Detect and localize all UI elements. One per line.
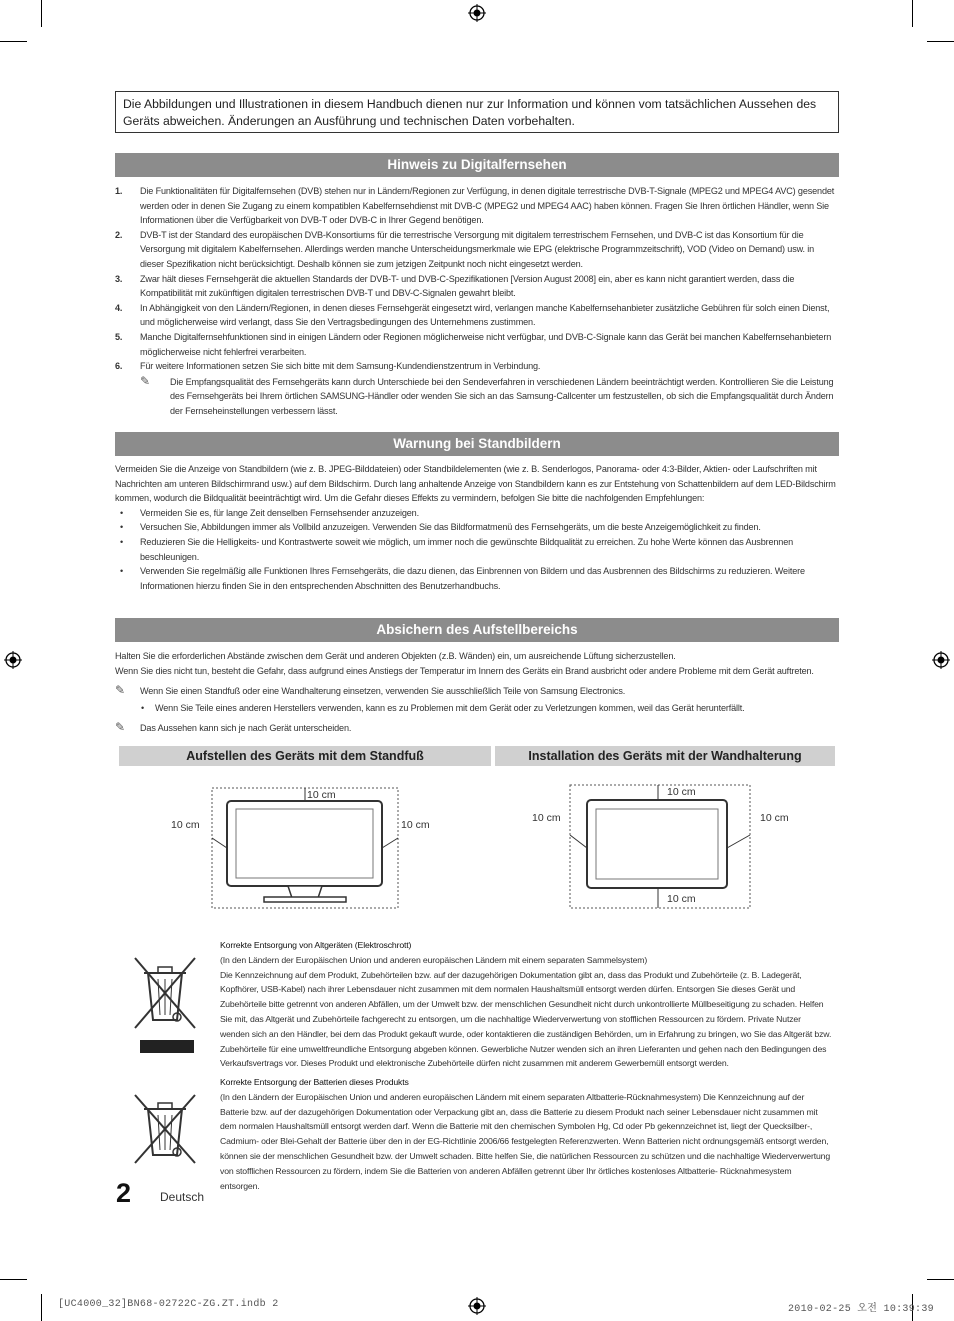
note-item: ✎ Die Empfangsqualität des Fernsehgeräts kann durch Unterschiede bei den Sendeverfahren in verschiedenen Ländern beeinträchtigt werden. Kontrollieren Sie die Leistung des Fernsehgeräts bei Ihrem örtlichen SAMSUNG-Händler oder wenden Sie sich an das Samsung-Callcenter um festzustellen, ob sich die Empfangsqualität durch Ändern der Fernseheinstellungen verbessern lässt. [140,373,834,416]
registration-mark-icon [468,1297,486,1315]
distance-label: 10 cm [760,812,789,824]
standbild-intro: Vermeiden Sie die Anzeige von Standbildern (wie z. B. JPEG-Bilddateien) oder Standbildelementen (wie z. B. Senderlogos, Panorama- oder 4:3-Bilder, Aktien- oder Laufschriften mit Nachrichten am unteren Bildschirmrand usw.) auf dem Bildschirm. Durch lang anhaltende Anzeige von Standbildern kann es zur Entstehung von Schattenbildern auf dem LED-Bildschirm kommen, wodurch die Bildqualität beeinträchtigt wird. Um die Gefahr dieses Effekts zu vermindern, befolgen Sie bitte die nachfolgenden Empfehlungen: [115,464,836,504]
distance-label: 10 cm [307,789,336,801]
digital-section [115,184,839,419]
list-item: • Reduzieren Sie die Helligkeits- und Kontrastwerte soweit wie möglich, um immer noch die gewünschte Bildqualität zu erreichen. Zu hohe Werte können das Ausbrennen beschleunigen. [120,536,794,562]
page-language: Deutsch [160,1190,205,1204]
aufstell-section [115,649,839,736]
pencil-note-icon: ✎ [140,373,150,388]
bullet-icon: • [120,566,124,577]
pencil-note-icon: ✎ [115,683,125,698]
wall-tv-diagram [565,780,755,910]
crossed-bin-icon [132,1093,198,1165]
crossed-bin-icon [132,955,198,1055]
list-item: • Verwenden Sie regelmäßig alle Funktionen Ihres Fernsehgeräts, die dazu dienen, das Einbrennen von Bildern und das Ausbrennen des Bildschirms zu reduzieren. Weitere Informationen hierzu finden Sie in den entsprechenden Abschnitten des Benutzerhandbuchs. [120,566,805,591]
aufstell-paragraph: Wenn Sie dies nicht tun, besteht die Gefahr, dass aufgrund eines Anstiegs der Temperatur im Innern des Geräts ein Brand ausbricht oder andere Probleme mit dem Gerät auftreten. [115,665,814,676]
distance-label: 10 cm [171,819,200,831]
disposal-text: Die Kennzeichnung auf dem Produkt, Zubehörteilen bzw. auf der dazugehörigen Dokumentation gibt an, dass das Produkt und Zubehörteile (z. B. Ladegerät, Kopfhörer, USB-Kabel) nach ihrer Lebensdauer nicht zusammen mit dem normalen Haushaltsmüll entsorgt werden dürfen. Entsorgen Sie dieses Gerät und Zubehörteile bitte getrennt von anderen Abfällen, um der Umwelt bzw. der menschlichen Gesundheit nicht durch unkontrollierte Müllbeseitigung zu schaden. Helfen Sie mit, das Altgerät und Zubehörteile fachgerecht zu entsorgen, um die nachhaltige Wiederverwertung von stofflichen Ressourcen zu fördern. Private Nutzer wenden sich an den Händler, bei dem das Produkt gekauft wurde, oder kontaktieren die zuständigen Behörden, um in Erfahrung zu bringen, wo Sie das Altgerät bzw. Zubehörteile für eine umweltfreundliche Entsorgung abgeben können. Gewerbliche Nutzer wenden sich an ihren Lieferanten und gehen nach den Bedingungen des Verkaufsvertrags vor. Dieses Produkt und elektronische Zubehörteile dürfen nicht zusammen mit anderem Gewerbemüll entsorgt werden. [220,969,832,1069]
crop-mark [41,1294,42,1321]
crop-mark [927,1279,954,1280]
stand-tv-diagram [200,780,410,910]
disposal-battery [220,1075,832,1193]
disposal-subtitle: (In den Ländern der Europäischen Union und anderen europäischen Ländern mit einem separaten Sammelsystem) [220,954,648,965]
section-header-standbild: Warnung bei Standbildern [115,432,839,456]
crop-mark [0,41,27,42]
registration-mark-icon [4,651,22,669]
disposal-title: Korrekte Entsorgung der Batterien dieses Produkts [220,1077,409,1087]
disposal-text: (In den Ländern der Europäischen Union und anderen europäischen Ländern mit einem separaten Altbatterie-Rücknahmesystem) Die Kennzeichnung auf der Batterie bzw. auf der dazugehörigen Dokumentation oder Verpackung gibt an, dass die Batterie zu diesem Produkt nach seiner Lebensdauer nicht zusammen mit dem normalen Haushaltsmüll entsorgt werden darf. Wenn die Batterie mit den chemischen Symbolen Hg, Cd oder Pb gekennzeichnet ist, liegt der Quecksilber-, Cadmium- oder Blei-Gehalt der Batterie über den in der EG-Richtlinie 2006/66 festgelegten Referenzwerten. Wenn Batterien nicht ordnungsgemäß entsorgt werden, können sie der menschlichen Gesundheit bzw. der Umwelt schaden. Bitte helfen Sie, die natürlichen Ressourcen zu schützen und die nachhaltige Wiederverwertung von stofflichen Ressourcen zu fördern, indem Sie die Batterien von anderen Abfällen getrennt über Ihr örtliches kostenloses Altbatterie- Rücknahmesystem entsorgen. [220,1091,831,1191]
distance-label: 10 cm [532,812,561,824]
stand-install-title: Aufstellen des Geräts mit dem Standfuß [119,746,491,766]
disposal-title: Korrekte Entsorgung von Altgeräten (Elektroschrott) [220,940,412,950]
note-item: ✎ Wenn Sie einen Standfuß oder eine Wandhalterung einsetzen, verwenden Sie ausschließlich Teile von Samsung Electronics. [115,683,626,698]
disposal-weee [220,938,832,1071]
distance-label: 10 cm [401,819,430,831]
pencil-note-icon: ✎ [115,720,125,735]
crop-mark [0,1279,27,1280]
list-item: 4. In Abhängigkeit von den Ländern/Regionen, in denen dieses Fernsehgerät eingesetzt wird, verlangen manche Kabelfernsehanbieter zusätzliche Gebühren für solch einen Dienst, und möglicherweise wird verlangt, dass Sie den Vertragsbedingungen des Unternehmens zustimmen. [115,302,830,328]
notice-box: Die Abbildungen und Illustrationen in diesem Handbuch dienen nur zur Information und können vom tatsächlichen Aussehen des Geräts abweichen. Änderungen an Ausführung und technischen Daten vorbehalten. [115,91,839,133]
footer-file-info: [UC4000_32]BN68-02722C-ZG.ZT.indb 2 [58,1299,279,1310]
aufstell-paragraph: Halten Sie die erforderlichen Abstände zwischen dem Gerät und anderen Objekten (z.B. Wänden) ein, um ausreichende Lüftung sicherzustellen. [115,651,676,661]
list-item: 5. Manche Digitalfernsehfunktionen sind in einigen Ländern oder Regionen möglicherweise nicht verfügbar, und DVB-C-Signale kann das Gerät bei manchen Kabelfernsehanbietern möglicherweise nicht fehlerfrei verarbeiten. [115,331,832,357]
page-number: 2 [116,1178,132,1208]
crop-mark [927,41,954,42]
list-item: • Vermeiden Sie es, für lange Zeit denselben Fernsehsender anzuzeigen. [115,506,839,521]
crop-mark [912,0,913,27]
list-item: • Wenn Sie Teile eines anderen Herstellers verwenden, kann es zu Problemen mit dem Gerät oder zu Verletzungen kommen, weil das Gerät herunterfällt. [115,701,839,716]
list-item: 3. Zwar hält dieses Fernsehgerät die aktuellen Standards der DVB-T- und DVB-C-Spezifikationen [Version August 2008] ein, aber es kann nicht garantiert werden, dass die Kompatibilität mit zukünftigen digitalen terrestrischen DVB-T und DBV-C-Signalen gewahrt bleibt. [115,273,795,299]
note-item: ✎ Das Aussehen kann sich je nach Gerät unterscheiden. [115,720,352,735]
registration-mark-icon [932,651,950,669]
bullet-icon: • [120,507,124,518]
distance-label: 10 cm [667,893,696,905]
crop-mark [41,0,42,27]
bullet-icon: • [141,702,145,713]
wall-install-title: Installation des Geräts mit der Wandhalterung [495,746,835,766]
list-item: 2. DVB-T ist der Standard des europäischen DVB-Konsortiums für die terrestrische Versorgung mit digitalem terrestrischem Fernsehen, und DVB-C ist das Konsortium für die Versorgung mit digitalem Kabelfernsehen. Allerdings werden manche Unterscheidungsmerkmale wie EPG (elektrische Programmzeitschrift), VOD (Video on Demand) usw. in dieser Spezifikation nicht berücksichtigt. Deshalb können sie zum jetzigen Zeitpunkt noch nicht eingesetzt werden. [115,229,815,269]
bullet-icon: • [120,522,124,533]
list-item: • Versuchen Sie, Abbildungen immer als Vollbild anzuzeigen. Verwenden Sie das Bildformatmenü des Fernsehgeräts, um die beste Anzeigemöglichkeit zu finden. [115,520,839,535]
footer-timestamp: 2010-02-25 오전 10:39:39 [788,1304,934,1315]
list-item: 1. Die Funktionalitäten für Digitalfernsehen (DVB) stehen nur in Ländern/Regionen zur Verfügung, in denen digitale terrestrische DVB-T-Signale (MPEG2 und MPEG4 AVC) gesendet werden oder in denen Sie Zugang zu einem kompatiblen Kabelfernsehdienst mit DVB-C (MPEG2 und MPEG4 AAC) haben können. Fragen Sie Ihren örtlichen Händler, wenn Sie Informationen über die Verfügbarkeit von DVB-T oder DVB-C in Ihrer Gegend benötigen. [115,186,835,226]
registration-mark-icon [468,4,486,22]
section-header-digital: Hinweis zu Digitalfernsehen [115,153,839,177]
standbild-section [115,462,839,593]
list-item: 6. Für weitere Informationen setzen Sie sich bitte mit dem Samsung-Kundendienstzentrum in Verbindung. [115,361,541,372]
section-header-aufstell: Absichern des Aufstellbereichs [115,618,839,642]
bullet-icon: • [120,536,124,547]
distance-label: 10 cm [667,786,696,798]
